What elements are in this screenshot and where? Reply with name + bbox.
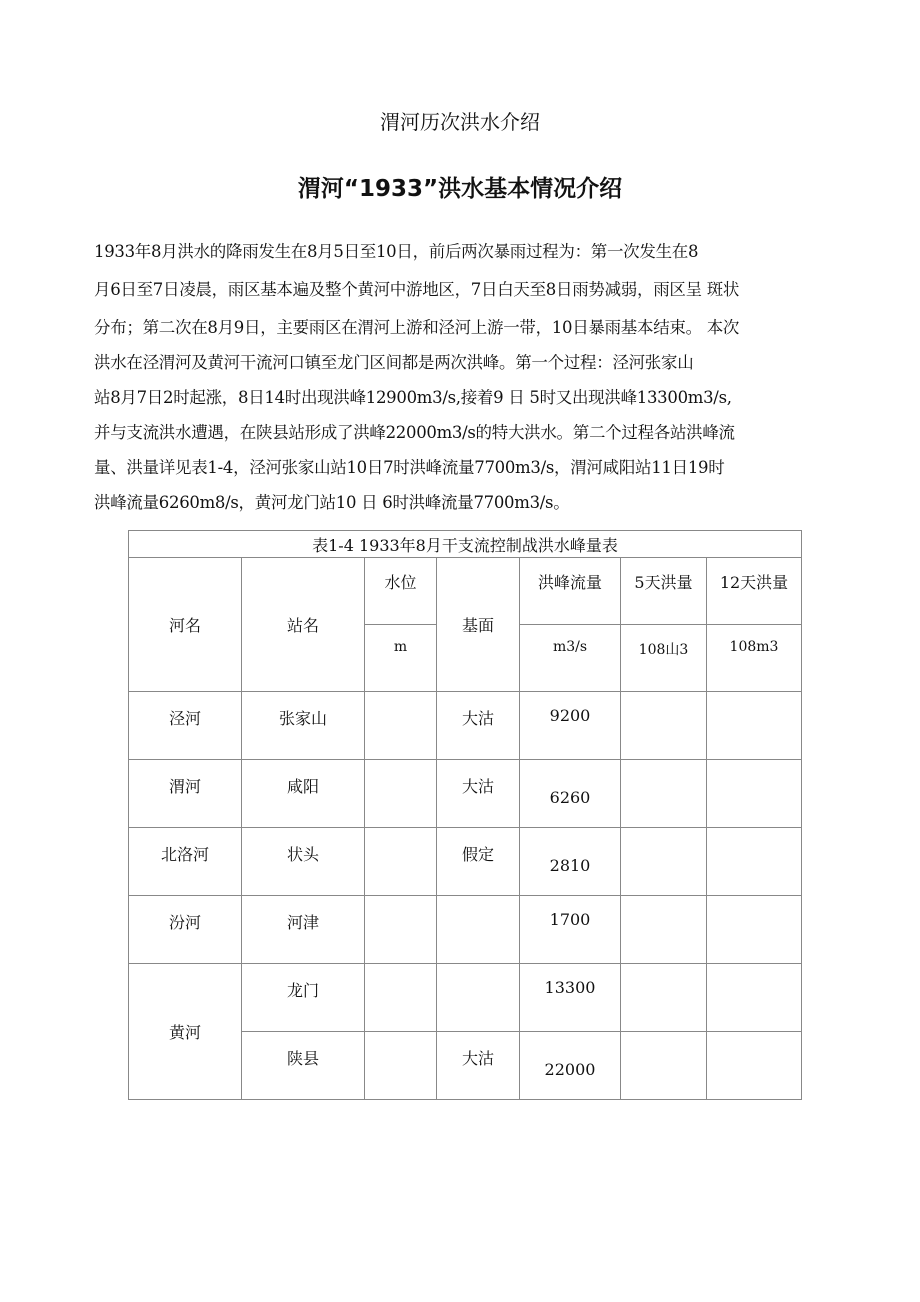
cell-datum bbox=[437, 896, 520, 964]
cell-station: 龙门 bbox=[242, 964, 365, 1032]
cell-river: 渭河 bbox=[129, 760, 242, 828]
paragraph-line: 并与支流洪水遭遇，在陕县站形成了洪峰22000m3/s的特大洪水。第二个过程各站洪峰流 bbox=[94, 423, 735, 442]
cell-datum bbox=[437, 964, 520, 1032]
header-peak: 洪峰流量 bbox=[520, 558, 621, 625]
cell-level bbox=[365, 896, 437, 964]
paragraph-line: 站8月7日2时起涨，8日14时出现洪峰12900m3/s,接着9 日 5时又出现洪峰13300m3/s, bbox=[94, 388, 732, 407]
flood-peak-table bbox=[128, 530, 802, 1100]
cell-level bbox=[365, 964, 437, 1032]
cell-vol12 bbox=[707, 896, 802, 964]
cell-level bbox=[365, 760, 437, 828]
unit-vol5: 108山3 bbox=[621, 625, 707, 692]
table-caption: 表1-4 1933年8月干支流控制战洪水峰量表 bbox=[129, 531, 802, 558]
paragraph-line: 分布；第二次在8月9日，主要雨区在渭河上游和泾河上游一带，10日暴雨基本结束。 本次 bbox=[94, 318, 740, 337]
unit-level: m bbox=[365, 625, 437, 692]
cell-river: 黄河 bbox=[129, 964, 242, 1100]
paragraph-line: 洪峰流量6260m8/s，黄河龙门站10 日 6时洪峰流量7700m3/s。 bbox=[94, 493, 570, 512]
table-row bbox=[129, 964, 802, 1032]
cell-vol12 bbox=[707, 1032, 802, 1100]
cell-datum: 大沽 bbox=[437, 1032, 520, 1100]
unit-peak: m3/s bbox=[520, 625, 621, 692]
header-vol5: 5天洪量 bbox=[621, 558, 707, 625]
cell-vol12 bbox=[707, 760, 802, 828]
paragraph-line: 量、洪量详见表1-4，泾河张家山站10日7时洪峰流量7700m3/s，渭河咸阳站11日19时 bbox=[94, 458, 725, 477]
header-vol12: 12天洪量 bbox=[707, 558, 802, 625]
table-row bbox=[129, 828, 802, 896]
header-level: 水位 bbox=[365, 558, 437, 625]
cell-peak: 1700 bbox=[520, 896, 621, 964]
paragraph-line: 洪水在泾渭河及黄河干流河口镇至龙门区间都是两次洪峰。第一个过程：泾河张家山 bbox=[94, 353, 694, 372]
header-station: 站名 bbox=[242, 558, 365, 692]
cell-datum: 大沽 bbox=[437, 692, 520, 760]
cell-river: 北洛河 bbox=[129, 828, 242, 896]
cell-vol5 bbox=[621, 760, 707, 828]
cell-peak: 13300 bbox=[520, 964, 621, 1032]
cell-datum: 大沽 bbox=[437, 760, 520, 828]
cell-peak: 9200 bbox=[520, 692, 621, 760]
document-subtitle: 渭河历次洪水介绍 bbox=[380, 110, 540, 134]
table-row bbox=[129, 760, 802, 828]
unit-vol12: 108m3 bbox=[707, 625, 802, 692]
cell-level bbox=[365, 828, 437, 896]
cell-river: 汾河 bbox=[129, 896, 242, 964]
cell-level bbox=[365, 692, 437, 760]
cell-peak: 6260 bbox=[520, 760, 621, 828]
paragraph-line: 1933年8月洪水的降雨发生在8月5日至10日，前后两次暴雨过程为：第一次发生在8 bbox=[94, 242, 699, 261]
cell-river: 泾河 bbox=[129, 692, 242, 760]
cell-peak: 2810 bbox=[520, 828, 621, 896]
cell-datum: 假定 bbox=[437, 828, 520, 896]
cell-vol12 bbox=[707, 964, 802, 1032]
header-datum: 基面 bbox=[437, 558, 520, 692]
cell-vol12 bbox=[707, 828, 802, 896]
cell-vol5 bbox=[621, 692, 707, 760]
cell-level bbox=[365, 1032, 437, 1100]
cell-vol5 bbox=[621, 896, 707, 964]
cell-station: 状头 bbox=[242, 828, 365, 896]
cell-vol12 bbox=[707, 692, 802, 760]
cell-vol5 bbox=[621, 964, 707, 1032]
cell-peak: 22000 bbox=[520, 1032, 621, 1100]
cell-station: 河津 bbox=[242, 896, 365, 964]
cell-station: 咸阳 bbox=[242, 760, 365, 828]
table-row bbox=[129, 896, 802, 964]
cell-vol5 bbox=[621, 828, 707, 896]
cell-station: 陕县 bbox=[242, 1032, 365, 1100]
document-title: 渭河“1933”洪水基本情况介绍 bbox=[297, 176, 623, 202]
header-river: 河名 bbox=[129, 558, 242, 692]
cell-station: 张家山 bbox=[242, 692, 365, 760]
paragraph-line: 月6日至7日凌晨，雨区基本遍及整个黄河中游地区，7日白天至8日雨势减弱，雨区呈 斑状 bbox=[94, 280, 740, 299]
table-row bbox=[129, 692, 802, 760]
cell-vol5 bbox=[621, 1032, 707, 1100]
